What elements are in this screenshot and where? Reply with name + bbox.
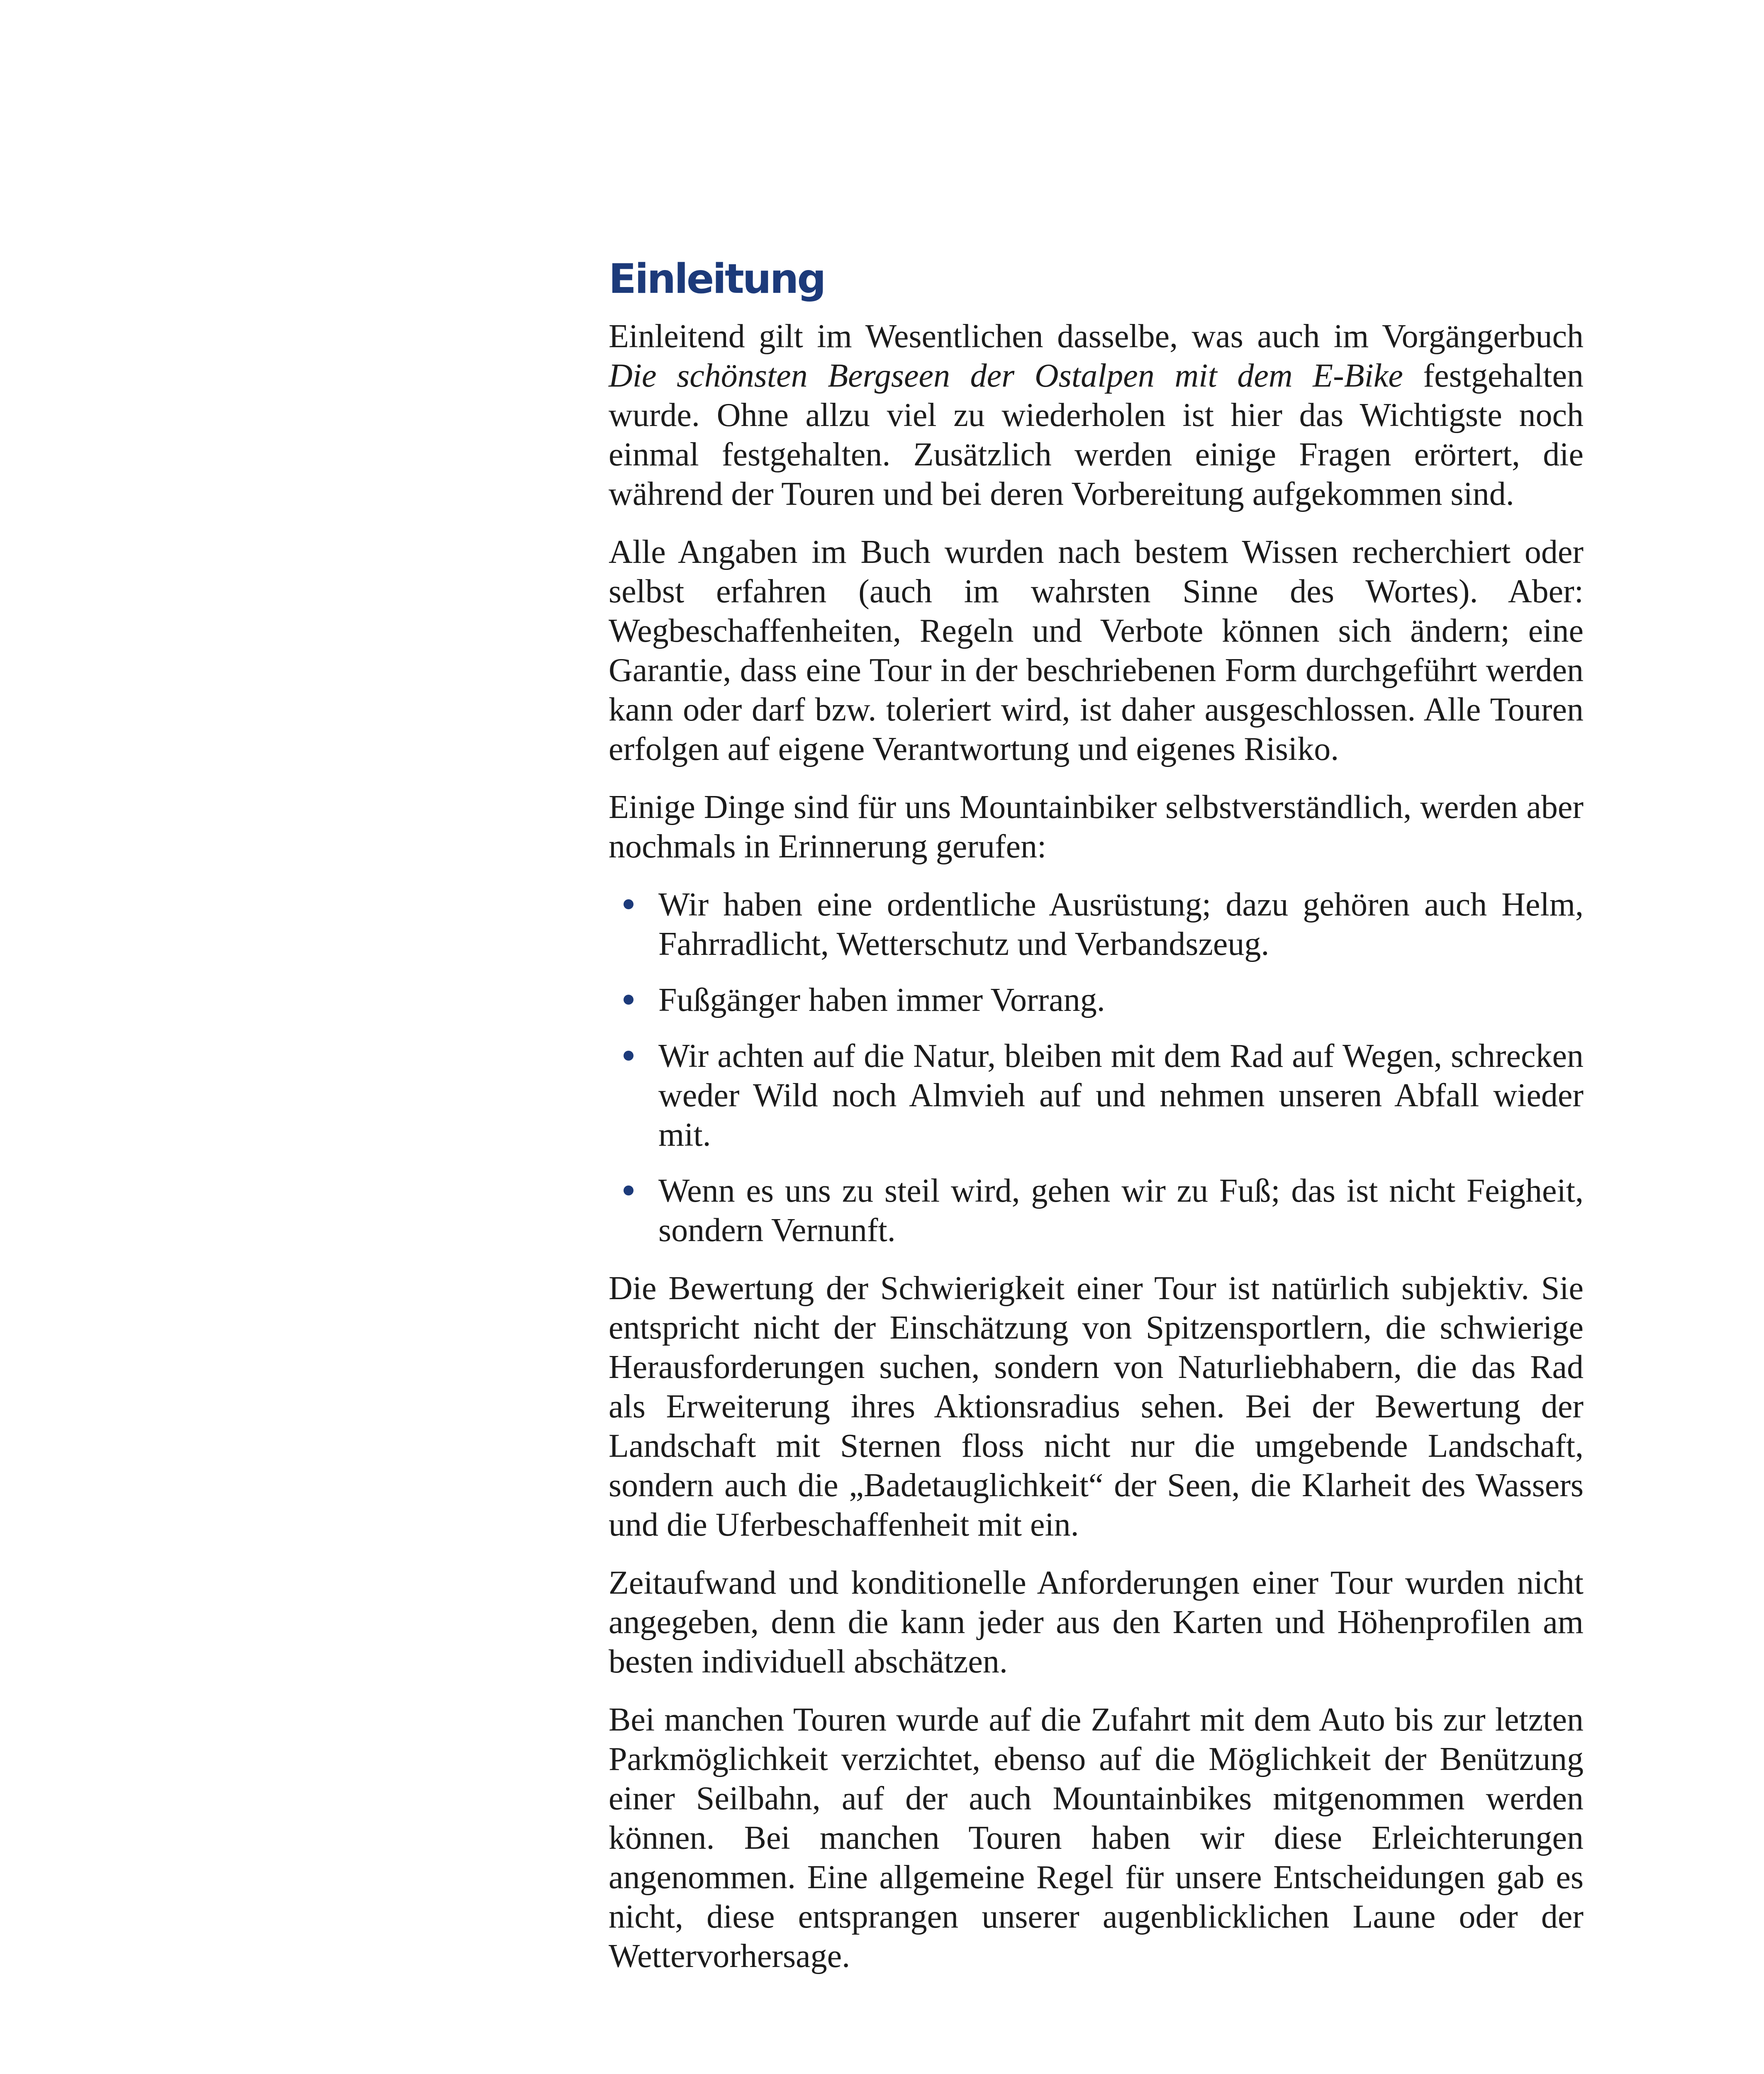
paragraph-intro-text-before: Einleitend gilt im Wesentlichen dasselbe, was auch im Vorgängerbuch <box>609 318 1584 355</box>
rules-list <box>609 885 1584 1250</box>
list-item-text: Fußgänger haben immer Vorrang. <box>658 981 1105 1018</box>
list-item <box>658 1171 1584 1250</box>
bullet-icon <box>624 1185 633 1195</box>
bullet-icon <box>624 899 633 909</box>
list-item-text: Wir achten auf die Natur, bleiben mit dem Rad auf Wegen, schrecken weder Wild noch Almvieh auf und nehmen unseren Abfall wieder mit. <box>658 1037 1584 1153</box>
paragraph-rules-intro: Einige Dinge sind für uns Mountainbiker selbstverständlich, werden aber nochmals in Erinnerung gerufen: <box>609 789 1584 865</box>
page-content <box>609 257 1584 1995</box>
paragraph-intro-text-after: festgehalten wurde. Ohne allzu viel zu wiederholen ist hier das Wichtigste noch einmal festgehalten. Zusätzlich werden einige Fragen erörtert, die während der Touren und bei deren Vorbereitung aufgekommen sind. <box>609 357 1584 512</box>
paragraph-access: Bei manchen Touren wurde auf die Zufahrt mit dem Auto bis zur letzten Parkmöglichkeit verzichtet, ebenso auf die Möglichkeit der Benützung einer Seilbahn, auf der auch Mountainbikes mitgenommen werden können. Bei manchen Touren haben wir diese Erleichterungen angenommen. Eine allgemeine Regel für unsere Entscheidungen gab es nicht, diese entsprangen unserer augenblicklichen Laune oder der Wettervorhersage. <box>609 1701 1584 1974</box>
section-heading: Einleitung <box>609 256 825 303</box>
paragraph-intro <box>609 317 1584 514</box>
bullet-icon <box>624 1051 633 1061</box>
list-item <box>658 885 1584 964</box>
paragraph-difficulty: Die Bewertung der Schwierigkeit einer Tour ist natürlich subjektiv. Sie entspricht nicht der Einschätzung von Spitzensportlern, die schwierige Herausforderungen suchen, sondern von Naturliebhabern, die das Rad als Erweiterung ihres Aktionsradius sehen. Bei der Bewertung der Landschaft mit Sternen floss nicht nur die umgebende Landschaft, sondern auch die „Badetauglichkeit“ der Seen, die Klarheit des Wassers und die Uferbeschaffenheit mit ein. <box>609 1270 1584 1543</box>
list-item <box>658 981 1584 1020</box>
bullet-icon <box>624 995 633 1005</box>
list-item-text: Wenn es uns zu steil wird, gehen wir zu Fuß; das ist nicht Feigheit, sondern Vernunft. <box>658 1172 1584 1249</box>
paragraph-time: Zeitaufwand und konditionelle Anforderungen einer Tour wurden nicht angegeben, denn die kann jeder aus den Karten und Höhenprofilen am besten individuell abschätzen. <box>609 1564 1584 1680</box>
paragraph-disclaimer: Alle Angaben im Buch wurden nach bestem Wissen recherchiert oder selbst erfahren (auch im wahrsten Sinne des Wortes). Aber: Wegbeschaffenheiten, Regeln und Verbote können sich ändern; eine Garantie, dass eine Tour in der beschriebenen Form durchgeführt werden kann oder darf bzw. toleriert wird, ist daher ausgeschlossen. Alle Touren erfolgen auf eigene Verantwortung und eigenes Risiko. <box>609 533 1584 767</box>
book-title-italic: Die schönsten Bergseen der Ostalpen mit dem E-Bike <box>609 357 1403 394</box>
list-item <box>658 1037 1584 1155</box>
list-item-text: Wir haben eine ordentliche Ausrüstung; dazu gehören auch Helm, Fahrradlicht, Wetterschutz und Verbandszeug. <box>658 886 1584 962</box>
